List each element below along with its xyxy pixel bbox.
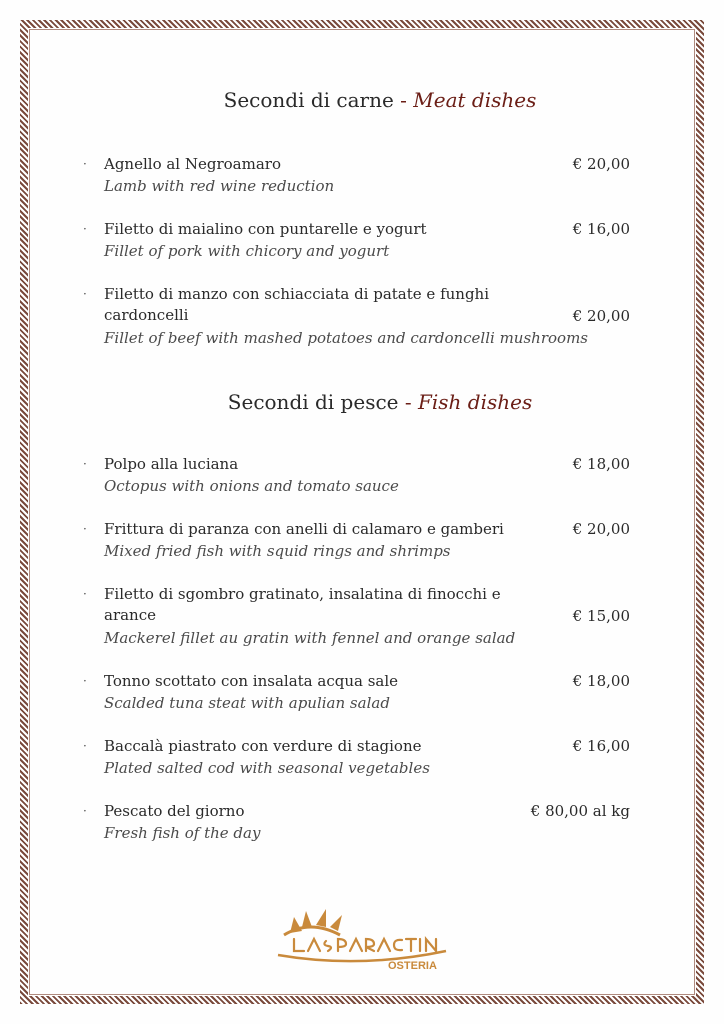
- section-title-en: Meat dishes: [413, 88, 537, 112]
- item-name: Filetto di maialino con puntarelle e yogurt: [104, 220, 427, 238]
- item-price: € 20,00: [572, 520, 630, 538]
- bullet-icon: ·: [83, 739, 87, 753]
- logo-subtitle: OSTERIA: [388, 960, 437, 972]
- item-description: Plated salted cod with seasonal vegetables: [104, 759, 430, 777]
- item-name: Filetto di sgombro gratinato, insalatina di finocchi e arance: [104, 585, 501, 624]
- item-price: € 80,00 al kg: [530, 802, 630, 820]
- bullet-icon: ·: [83, 804, 87, 818]
- item-description: Fillet of pork with chicory and yogurt: [104, 242, 390, 260]
- bullet-icon: ·: [83, 287, 87, 301]
- bullet-icon: ·: [83, 587, 87, 601]
- section-title-fish: [0, 390, 724, 414]
- item-name: Polpo alla luciana: [104, 455, 239, 473]
- item-description: Mackerel fillet au gratin with fennel and orange salad: [104, 629, 516, 647]
- section-title-it: Secondi di carne: [223, 88, 394, 112]
- item-price: € 20,00: [572, 307, 630, 325]
- section-title-meat: [0, 88, 724, 112]
- item-description: Mixed fried fish with squid rings and shrimps: [104, 542, 451, 560]
- bullet-icon: ·: [83, 222, 87, 236]
- title-separator: -: [404, 390, 412, 414]
- item-price: € 18,00: [572, 455, 630, 473]
- section-title-it: Secondi di pesce: [227, 390, 399, 414]
- item-name: Baccalà piastrato con verdure di stagione: [104, 737, 422, 755]
- section-title-en: Fish dishes: [417, 390, 533, 414]
- title-separator: -: [400, 88, 407, 112]
- item-name: Frittura di paranza con anelli di calamaro e gamberi: [104, 520, 504, 538]
- bullet-icon: ·: [83, 522, 87, 536]
- item-description: Octopus with onions and tomato sauce: [104, 477, 399, 495]
- bullet-icon: ·: [83, 674, 87, 688]
- item-price: € 15,00: [572, 607, 630, 625]
- item-description: Lamb with red wine reduction: [104, 177, 335, 195]
- bullet-icon: ·: [83, 457, 87, 471]
- osteria-logo: [270, 905, 450, 975]
- item-price: € 16,00: [572, 737, 630, 755]
- item-name: Filetto di manzo con schiacciata di patate e funghi cardoncelli: [104, 285, 490, 324]
- item-price: € 18,00: [572, 672, 630, 690]
- item-name: Tonno scottato con insalata acqua sale: [104, 672, 399, 690]
- item-name: Agnello al Negroamaro: [104, 155, 281, 173]
- bullet-icon: ·: [83, 157, 87, 171]
- item-price: € 20,00: [572, 155, 630, 173]
- item-description: Scalded tuna steat with apulian salad: [104, 694, 390, 712]
- item-description: Fresh fish of the day: [104, 824, 261, 842]
- item-description: Fillet of beef with mashed potatoes and cardoncelli mushrooms: [104, 329, 588, 347]
- item-price: € 16,00: [572, 220, 630, 238]
- item-name: Pescato del giorno: [104, 802, 245, 820]
